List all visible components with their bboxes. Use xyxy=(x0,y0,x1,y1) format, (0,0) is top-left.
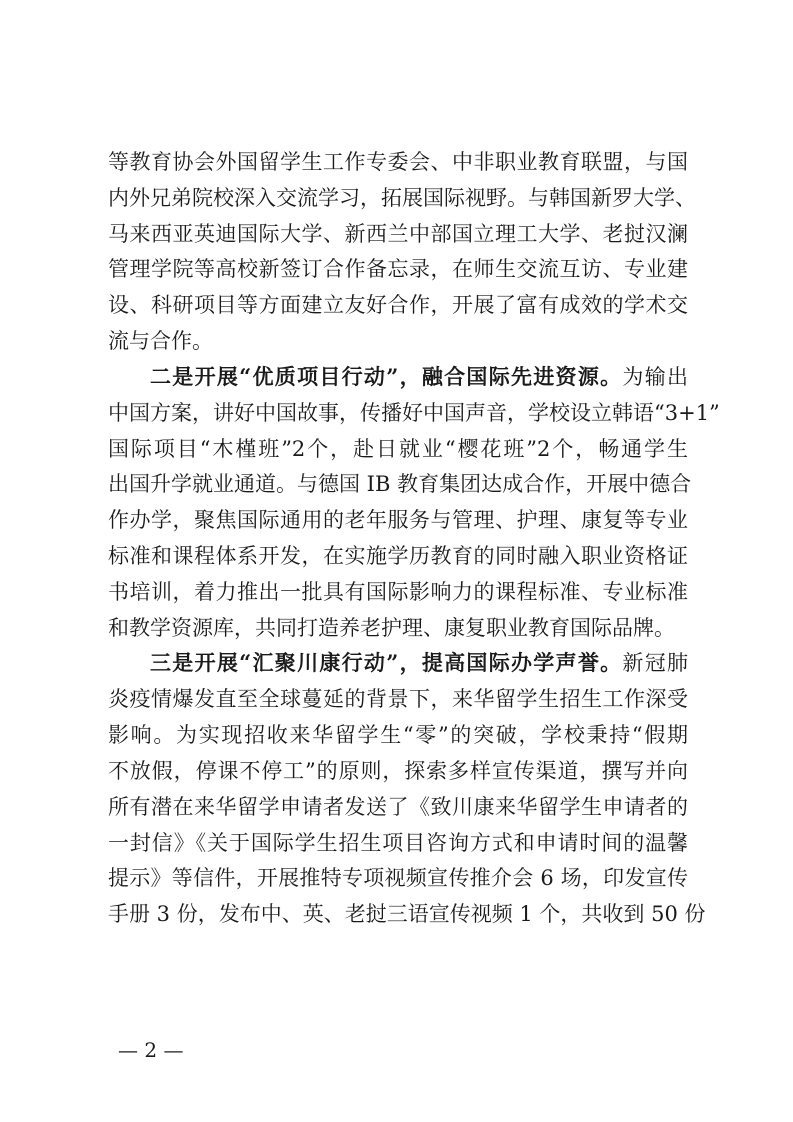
paragraph-2-line-8: 和教学资源库，共同打造养老护理、康复职业教育国际品牌。 xyxy=(108,616,675,640)
paragraph-3-lead-heading: 三是开展“汇聚川康行动”，提高国际办学声誉。 xyxy=(150,650,623,675)
paragraph-2-line-2: 中国方案，讲好中国故事，传播好中国声音，学校设立韩语“3+1” xyxy=(108,401,720,425)
paragraph-2-line-5: 作办学，聚焦国际通用的老年服务与管理、护理、康复等专业 xyxy=(108,508,688,532)
paragraph-3-first-line-rest: 新冠肺 xyxy=(622,651,688,675)
paragraph-2-line-3: 国际项目“木槿班”2个，赴日就业“樱花班”2个，畅通学生 xyxy=(108,437,688,461)
paragraph-2-line-6: 标准和课程体系开发，在实施学历教育的同时融入职业资格证 xyxy=(108,544,688,568)
paragraph-2-lead-heading: 二是开展“优质项目行动”，融合国际先进资源。 xyxy=(150,364,623,389)
paragraph-2-line-7: 书培训，着力推出一批具有国际影响力的课程标准、专业标准 xyxy=(108,580,688,604)
paragraph-1-line-5: 设、科研项目等方面建立友好合作，开展了富有成效的学术交 xyxy=(108,293,688,317)
paragraph-3-line-3: 影响。为实现招收来华留学生“零”的突破，学校秉持“假期 xyxy=(108,723,688,747)
page-number: — 2 — xyxy=(118,1038,184,1062)
paragraph-2-first-line-rest: 为输出 xyxy=(622,365,688,389)
paragraph-1-line-4: 管理学院等高校新签订合作备忘录，在师生交流互访、专业建 xyxy=(108,257,688,281)
paragraph-3-line-7: 提示》等信件，开展推特专项视频宣传推介会 6 场，印发宣传 xyxy=(108,866,688,890)
paragraph-3-line-6: 一封信》《关于国际学生招生项目咨询方式和申请时间的温馨 xyxy=(108,831,688,855)
paragraph-3-line-5: 所有潜在来华留学申请者发送了《致川康来华留学生申请者的 xyxy=(108,795,688,819)
paragraph-3-first-line xyxy=(150,647,688,679)
paragraph-2-first-line xyxy=(150,361,688,393)
paragraph-2-line-4: 出国升学就业通道。与德国 IB 教育集团达成合作，开展中德合 xyxy=(108,472,692,496)
paragraph-3-line-8: 手册 3 份，发布中、英、老挝三语宣传视频 1 个，共收到 50 份 xyxy=(108,902,706,926)
paragraph-3-line-2: 炎疫情爆发直至全球蔓延的背景下，来华留学生招生工作深受 xyxy=(108,687,688,711)
paragraph-1-line-6: 流与合作。 xyxy=(108,329,213,353)
paragraph-1-line-1: 等教育协会外国留学生工作专委会、中非职业教育联盟，与国 xyxy=(108,150,688,174)
paragraph-1-line-2: 内外兄弟院校深入交流学习，拓展国际视野。与韩国新罗大学、 xyxy=(108,186,696,210)
paragraph-1-line-3: 马来西亚英迪国际大学、新西兰中部国立理工大学、老挝汉澜 xyxy=(108,222,688,246)
paragraph-3-line-4: 不放假，停课不停工”的原则，探索多样宣传渠道，撰写并向 xyxy=(108,759,688,783)
